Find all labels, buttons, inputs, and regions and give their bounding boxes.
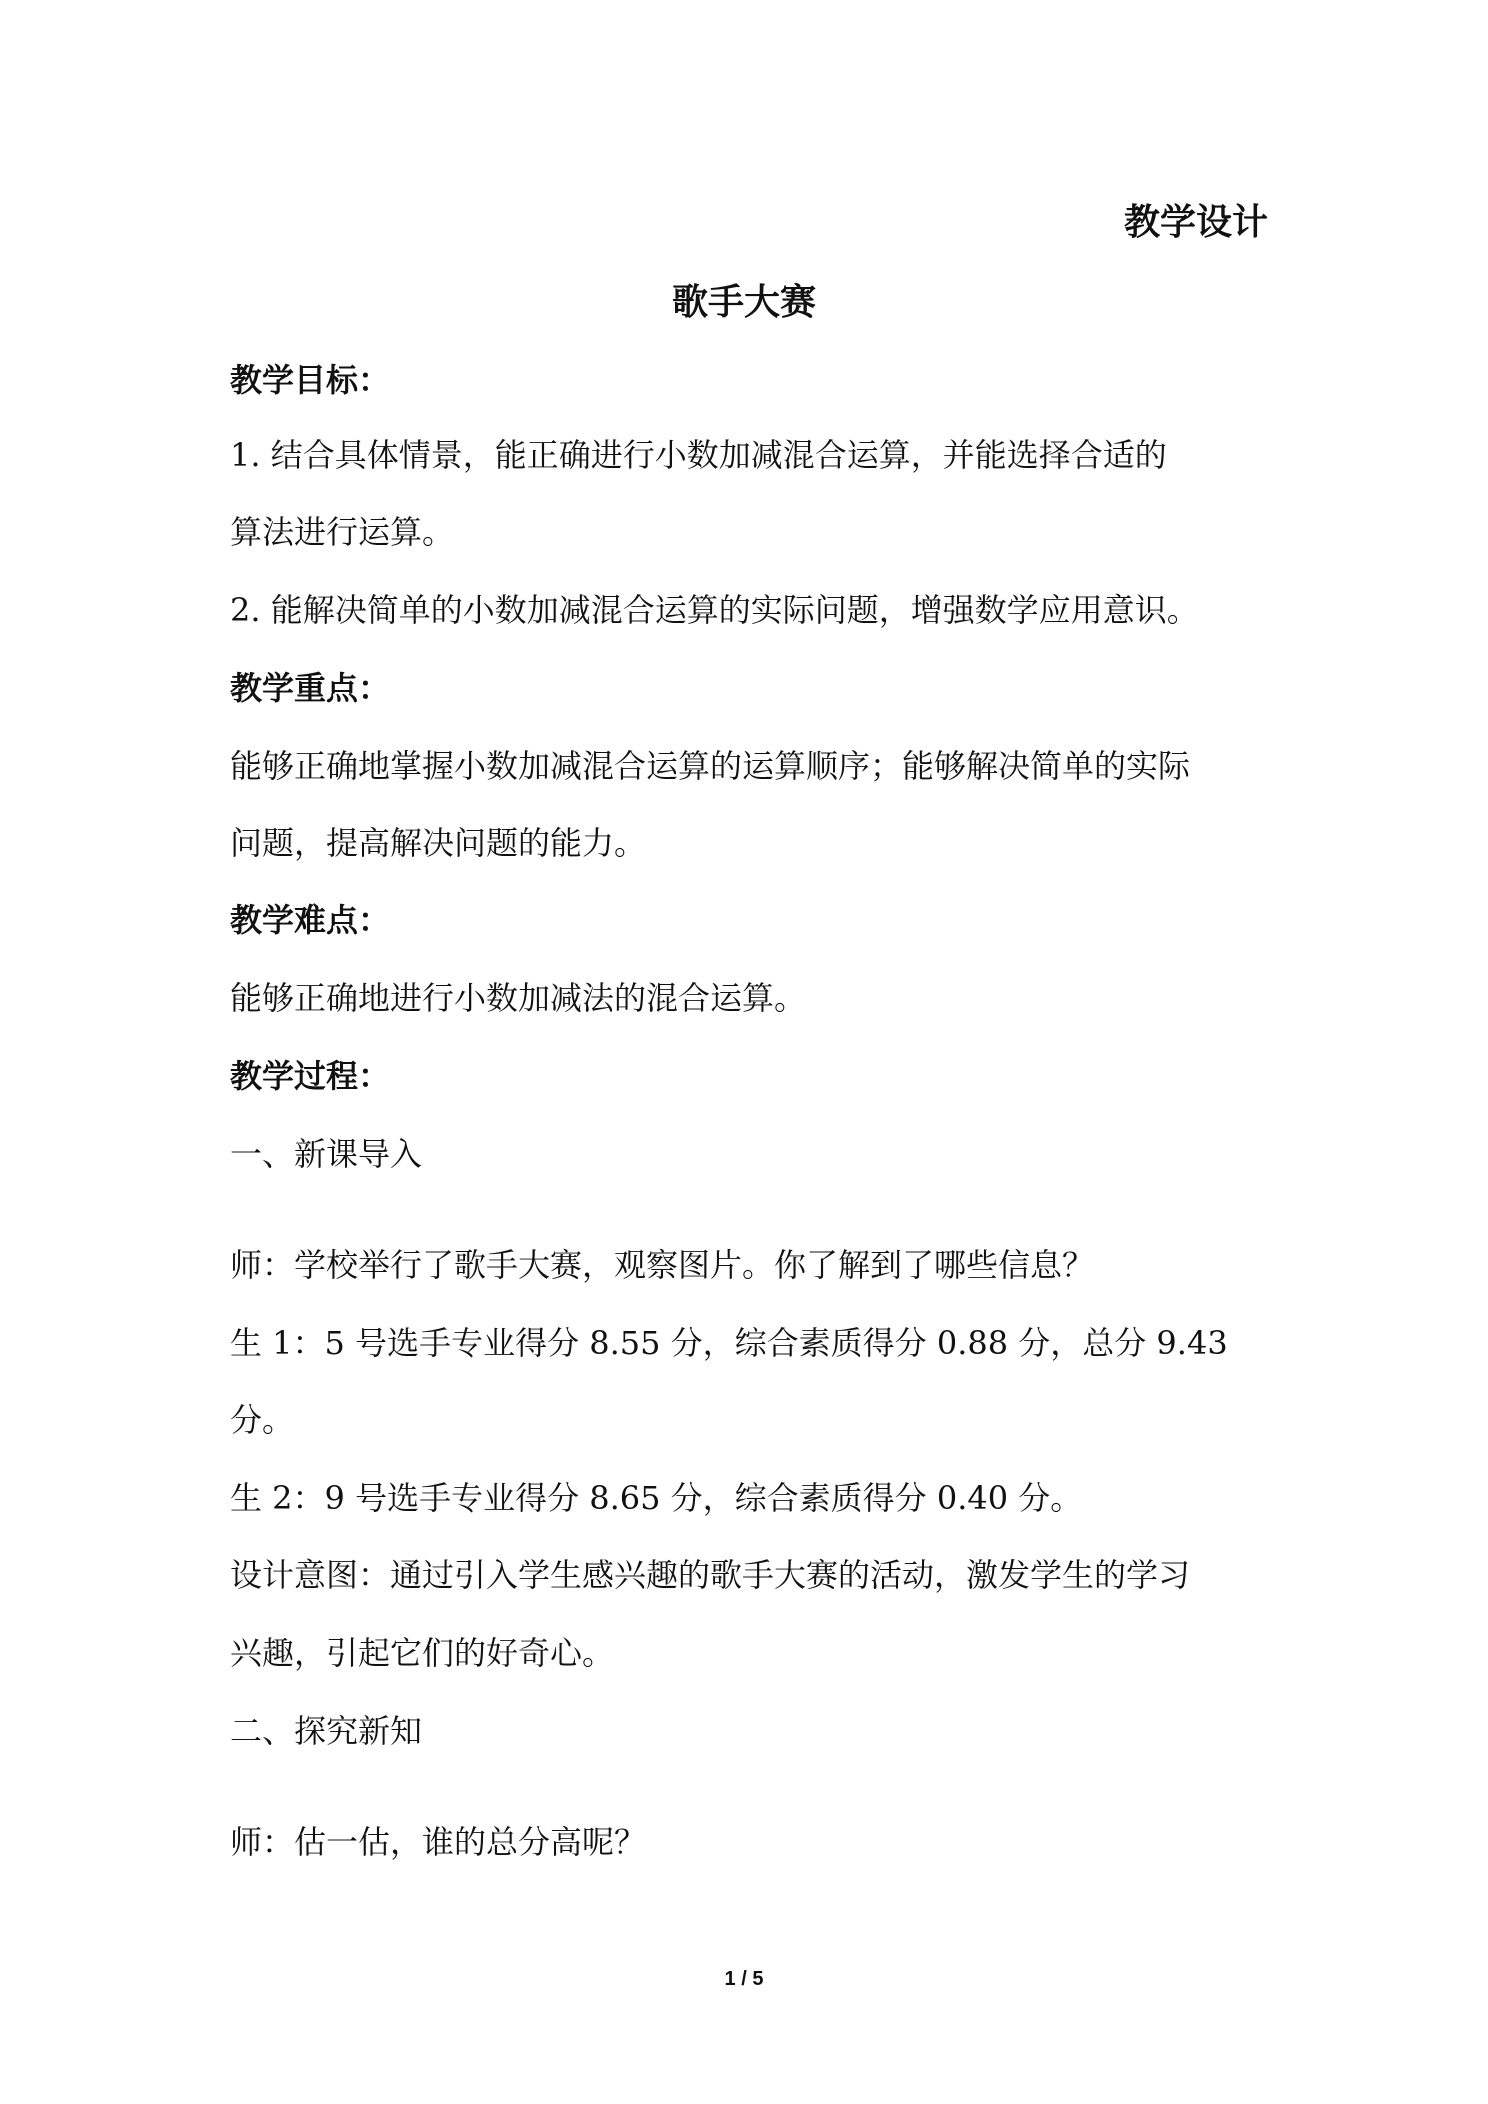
difficulty-text: 能够正确地进行小数加减法的混合运算。 xyxy=(230,979,807,1017)
lesson-title: 歌手大赛 xyxy=(671,281,816,323)
section-2-heading: 二、探究新知 xyxy=(230,1712,423,1750)
difficulty-heading: 教学难点： xyxy=(230,901,391,939)
objective-1-line-1: 1. 结合具体情景，能正确进行小数加减混合运算，并能选择合适的 xyxy=(230,436,1167,474)
student-1-answer-line-1: 生 1：5 号选手专业得分 8.55 分，综合素质得分 0.88 分，总分 9.43 xyxy=(230,1324,1228,1362)
section-1-heading: 一、新课导入 xyxy=(230,1135,423,1173)
key-points-line-2: 问题，提高解决问题的能力。 xyxy=(230,824,647,862)
teacher-question-2: 师：估一估，谁的总分高呢？ xyxy=(230,1823,647,1861)
objective-1-line-2: 算法进行运算。 xyxy=(230,513,455,551)
page-number: 1 / 5 xyxy=(724,1968,764,1990)
design-intent-line-1: 设计意图：通过引入学生感兴趣的歌手大赛的活动，激发学生的学习 xyxy=(230,1556,1191,1594)
teacher-question-1: 师：学校举行了歌手大赛，观察图片。你了解到了哪些信息？ xyxy=(230,1246,1095,1284)
objectives-heading: 教学目标： xyxy=(230,361,391,399)
key-points-heading: 教学重点： xyxy=(230,669,391,707)
key-points-line-1: 能够正确地掌握小数加减混合运算的运算顺序；能够解决简单的实际 xyxy=(230,747,1191,785)
student-1-answer-line-2: 分。 xyxy=(230,1401,295,1439)
design-intent-line-2: 兴趣，引起它们的好奇心。 xyxy=(230,1634,615,1672)
process-heading: 教学过程： xyxy=(230,1057,391,1095)
objective-2: 2. 能解决简单的小数加减混合运算的实际问题，增强数学应用意识。 xyxy=(230,591,1199,629)
student-2-answer: 生 2：9 号选手专业得分 8.65 分，综合素质得分 0.40 分。 xyxy=(230,1479,1083,1517)
document-type-label: 教学设计 xyxy=(1123,201,1268,243)
